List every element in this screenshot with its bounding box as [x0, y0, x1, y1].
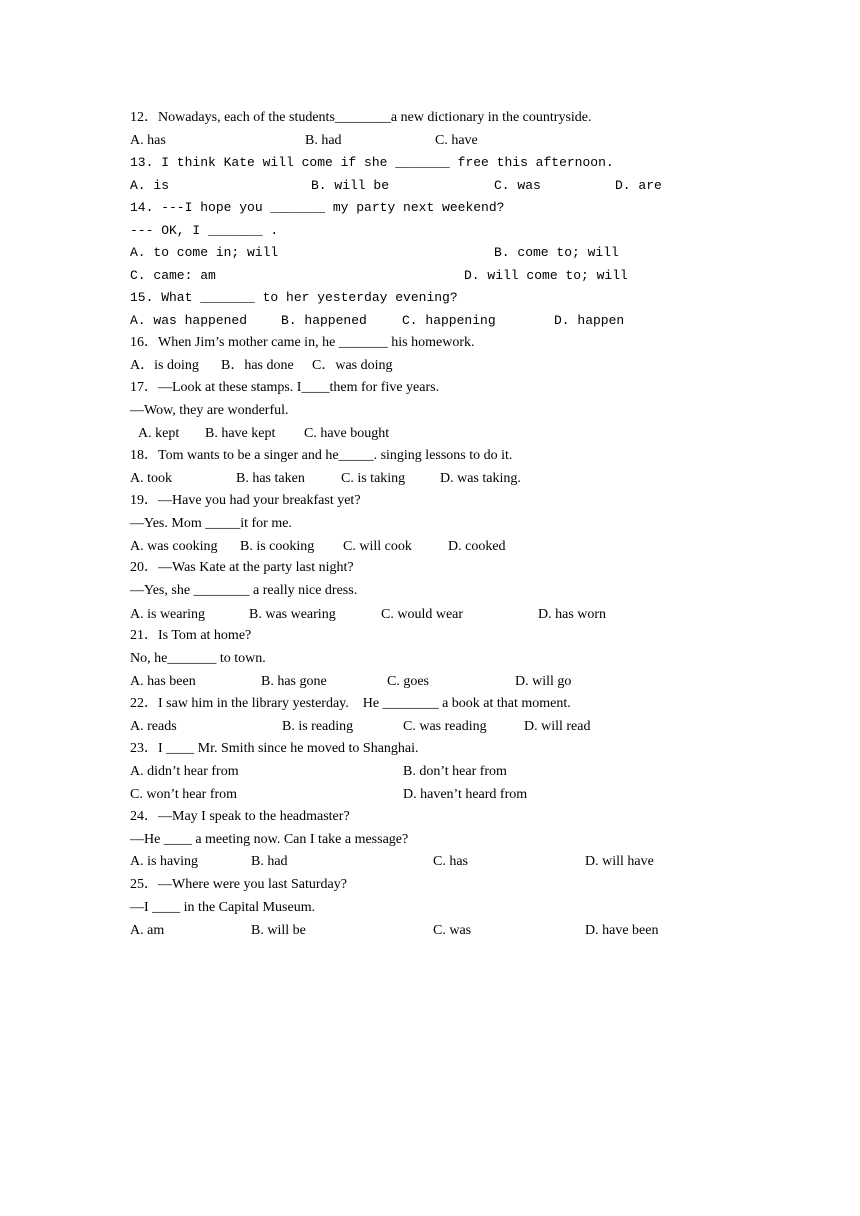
question-16-stem: 16．When Jim’s mother came in, he _______ his homework.: [130, 335, 475, 350]
question-24-option-a: A. is having: [130, 854, 199, 869]
question-17-stem: 17．—Look at these stamps. I____them for five years.: [130, 380, 440, 395]
question-24-option-c: C. has: [433, 854, 468, 869]
question-22-option-d: D. will read: [524, 719, 591, 734]
question-14-option-d: D. will come to; will: [464, 268, 628, 283]
question-22-stem: 22．I saw him in the library yesterday. He ________ a book at that moment.: [130, 696, 571, 711]
question-12-option-a: A. has: [130, 133, 166, 148]
question-17-response: —Wow, they are wonderful.: [130, 403, 289, 418]
question-20-stem: 20．—Was Kate at the party last night?: [130, 560, 354, 575]
question-18-option-c: C. is taking: [341, 471, 406, 486]
question-24-response: —He ____ a meeting now. Can I take a message?: [130, 832, 409, 847]
question-21-option-c: C. goes: [387, 674, 429, 689]
question-19-stem: 19．—Have you had your breakfast yet?: [130, 493, 361, 508]
question-23-option-a: A. didn’t hear from: [130, 764, 239, 779]
question-13-option-a: A. is: [130, 178, 170, 193]
question-20-option-b: B. was wearing: [249, 607, 336, 622]
question-21-option-d: D. will go: [515, 674, 572, 689]
question-25-option-c: C. was: [433, 923, 472, 938]
question-12-option-b: B. had: [305, 133, 342, 148]
question-12-option-c: C. have: [435, 133, 478, 148]
question-18-stem: 18．Tom wants to be a singer and he_____. singing lessons to do it.: [130, 448, 513, 463]
question-15-option-a: A. was happened: [130, 313, 248, 328]
question-14-option-b: B. come to; will: [494, 245, 619, 260]
question-19-response: —Yes. Mom _____it for me.: [130, 516, 292, 531]
question-17-option-c: C. have bought: [304, 426, 390, 441]
question-25-option-d: D. have been: [585, 923, 659, 938]
question-21-option-a: A. has been: [130, 674, 196, 689]
question-18-option-a: A. took: [130, 471, 172, 486]
question-20-option-d: D. has worn: [538, 607, 607, 622]
question-22-option-a: A. reads: [130, 719, 177, 734]
question-24-stem: 24．—May I speak to the headmaster?: [130, 809, 350, 824]
question-13-option-b: B. will be: [311, 178, 390, 193]
question-25-response: —I ____ in the Capital Museum.: [130, 900, 316, 915]
question-16-option-b: B．has done: [221, 358, 294, 373]
question-13-stem: 13. I think Kate will come if she _______ free this afternoon.: [130, 155, 614, 170]
question-21-stem: 21．Is Tom at home?: [130, 628, 252, 643]
question-20-option-c: C. would wear: [381, 607, 464, 622]
question-25-option-a: A. am: [130, 923, 165, 938]
question-13-option-d: D. are: [615, 178, 662, 193]
question-25-option-b: B. will be: [251, 923, 306, 938]
question-18-option-b: B. has taken: [236, 471, 305, 486]
question-23-option-b: B. don’t hear from: [403, 764, 507, 779]
question-24-option-b: B. had: [251, 854, 288, 869]
question-19-option-d: D. cooked: [448, 539, 506, 554]
question-19-option-b: B. is cooking: [240, 539, 315, 554]
question-18-option-d: D. was taking.: [440, 471, 521, 486]
question-17-option-b: B. have kept: [205, 426, 276, 441]
question-15-option-c: C. happening: [402, 313, 496, 328]
question-15-option-d: D. happen: [554, 313, 625, 328]
question-21-response: No, he_______ to town.: [130, 651, 266, 666]
question-23-stem: 23．I ____ Mr. Smith since he moved to Shanghai.: [130, 741, 419, 756]
question-15-option-b: B. happened: [281, 313, 367, 328]
question-22-option-b: B. is reading: [282, 719, 354, 734]
question-21-option-b: B. has gone: [261, 674, 327, 689]
question-14-option-c: C. came: am: [130, 268, 216, 283]
question-16-option-a: A．is doing: [130, 358, 199, 373]
question-24-option-d: D. will have: [585, 854, 654, 869]
question-13-option-c: C. was: [494, 178, 541, 193]
question-19-option-a: A. was cooking: [130, 539, 218, 554]
question-16-option-c: C．was doing: [312, 358, 393, 373]
question-14-response: --- OK, I _______ .: [130, 223, 279, 238]
question-12-stem: 12．Nowadays, each of the students________a new dictionary in the countryside.: [130, 110, 592, 125]
question-14-option-a: A. to come in; will: [130, 245, 279, 260]
question-20-option-a: A. is wearing: [130, 607, 206, 622]
question-17-option-a: A. kept: [138, 426, 180, 441]
question-14-stem: 14. ---I hope you _______ my party next weekend?: [130, 200, 505, 215]
question-20-response: —Yes, she ________ a really nice dress.: [130, 583, 358, 598]
question-25-stem: 25．—Where were you last Saturday?: [130, 877, 347, 892]
question-22-option-c: C. was reading: [403, 719, 487, 734]
question-23-option-c: C. won’t hear from: [130, 787, 238, 802]
question-15-stem: 15. What _______ to her yesterday evening?: [130, 290, 458, 305]
question-19-option-c: C. will cook: [343, 539, 412, 554]
question-23-option-d: D. haven’t heard from: [403, 787, 528, 802]
